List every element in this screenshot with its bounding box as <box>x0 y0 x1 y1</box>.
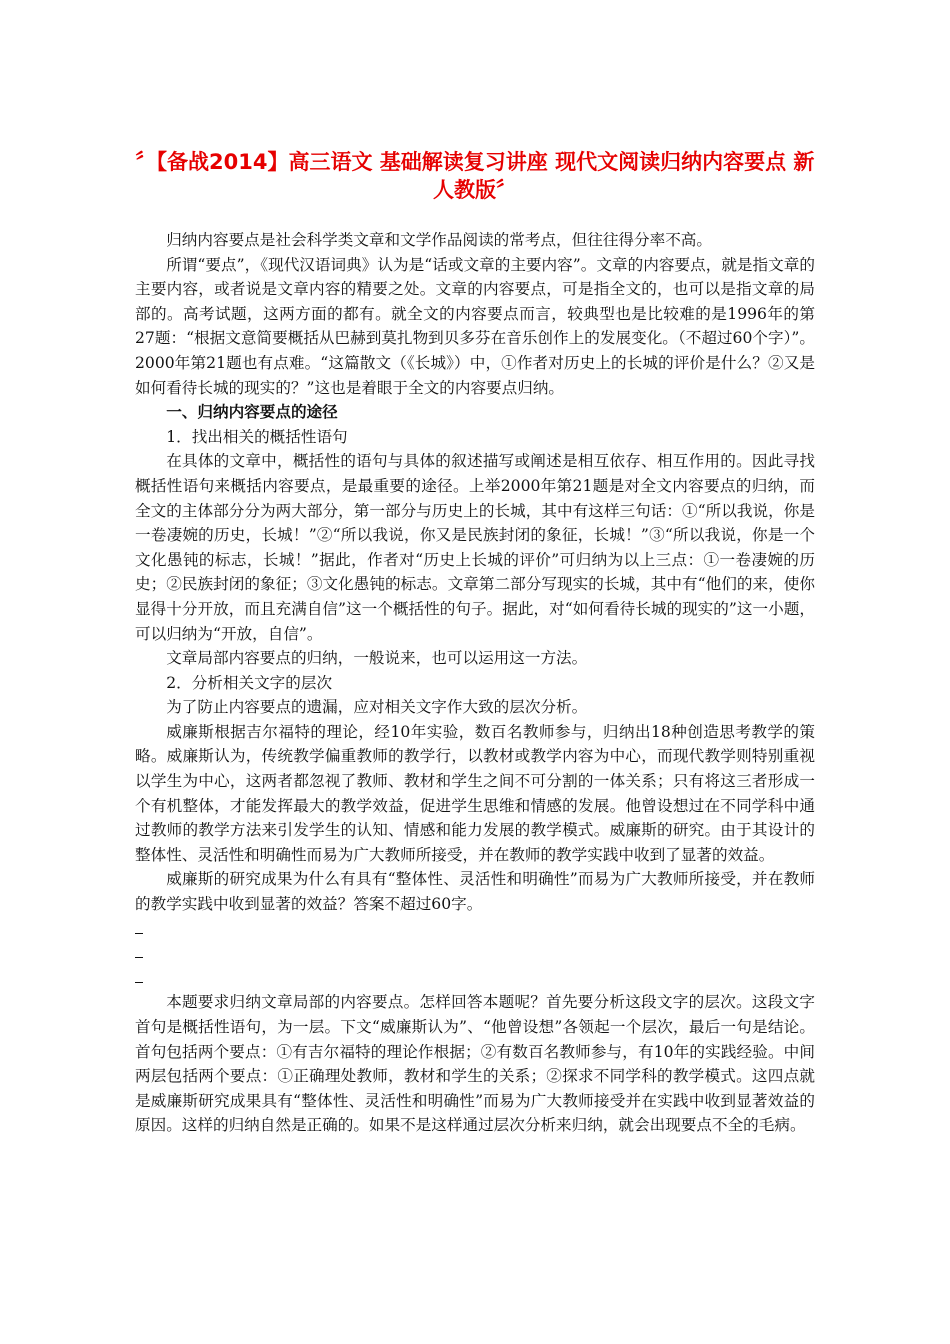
answer-blank-line <box>135 917 815 942</box>
answer-blank-line <box>135 966 815 991</box>
paragraph-method-1: 在具体的文章中，概括性的语句与具体的叙述描写或阐述是相互依存、相互作用的。因此寻找概括性语句来概括内容要点，是最重要的途径。上举2000年第21题是对全文内容要点的归纳，而全文的主体部分分为两大部分，第一部分与历史上的长城，其中有这样三句话：①“所以我说，你是一卷凄婉的历史，长城！”②“所以我说，你又是民族封闭的象征，长城！”③“所以我说，你是一个文化愚钝的标志，长城！”据此，作者对“历史上长城的评价”可归纳为以上三点：①一卷凄婉的历史；②民族封闭的象征；③文化愚钝的标志。文章第二部分写现实的长城，其中有“他们的来，使你显得十分开放，而且充满自信”这一个概括性的句子。据此，对“如何看待长城的现实的”这一小题，可以归纳为“开放，自信”。 <box>135 452 815 643</box>
paragraph-williams: 威廉斯根据吉尔福特的理论，经10年实验，数百名教师参与，归纳出18种创造思考教学的策略。威廉斯认为，传统教学偏重教师的教学行，以教材或教学内容为中心，而现代教学则特别重视以学生为中心，这两者都忽视了教师、教材和学生之间不可分割的一体关系；只有将这三者形成一个有机整体，才能发挥最大的教学效益，促进学生思维和情感的发展。他曾设想过在不同学科中通过教师的教学方法来引发学生的认知、情感和能力发展的教学模式。威廉斯的研究。由于其设计的整体性、灵活性和明确性而易为广大教师所接受，并在教师的教学实践中收到了显著的效益。 <box>135 722 815 864</box>
subheading-1: 1．找出相关的概括性语句 <box>166 427 348 446</box>
paragraph-layer-analysis: 为了防止内容要点的遗漏，应对相关文字作大致的层次分析。 <box>166 698 588 717</box>
paragraph-intro: 归纳内容要点是社会科学类文章和文学作品阅读的常考点，但往往得分率不高。 <box>166 231 712 249</box>
section-heading: 一、归纳内容要点的途径 <box>166 402 338 422</box>
page-title: 〞【备战2014】高三语文 基础解读复习讲座 现代文阅读归纳内容要点 新人教版〞 <box>135 150 815 202</box>
paragraph-definition: 所谓“要点”，《现代汉语词典》认为是“话或文章的主要内容”。文章的内容要点，就是指文章的主要内容，或者说是文章内容的精要之处。文章的内容要点，可是指全文的，也可以是指文章的局部的。高考试题，这两方面的都有。就全文的内容要点而言，较典型也是比较难的是1996年的第27题：“根据文意简要概括从巴赫到莫扎物到贝多芬在音乐创作上的发展变化。（不超过60个字）”。2000年第21题也有点难。“这篇散文（《长城》）中，①作者对历史上的长城的评价是什么？②又是如何看待长城的现实的？”这也是着眼于全文的内容要点归纳。 <box>135 255 815 397</box>
document-body <box>135 228 815 1138</box>
paragraph-local-summary: 文章局部内容要点的归纳，一般说来，也可以运用这一方法。 <box>166 649 588 668</box>
paragraph-explanation: 本题要求归纳文章局部的内容要点。怎样回答本题呢？首先要分析这段文字的层次。这段文字首句是概括性语句，为一层。下文“威廉斯认为”、“他曾设想”各领起一个层次，最后一句是结论。首句包括两个要点：①有吉尔福特的理论作根据；②有数百名教师参与，有10年的实践经验。中间两层包括两个要点：①正确理处教师，教材和学生的关系；②探求不同学科的教学模式。这四点就是威廉斯研究成果具有“整体性、灵活性和明确性”而易为广大教师接受并在实践中收到显著效益的原因。这样的归纳自然是正确的。如果不是这样通过层次分析来归纳，就会出现要点不全的毛病。 <box>135 993 815 1135</box>
subheading-2: 2．分析相关文字的层次 <box>166 673 333 692</box>
answer-blank-line <box>135 941 815 966</box>
paragraph-question: 威廉斯的研究成果为什么有具有“整体性、灵活性和明确性”而易为广大教师所接受，并在教师的教学实践中收到显著的效益？答案不超过60字。 <box>135 870 815 914</box>
